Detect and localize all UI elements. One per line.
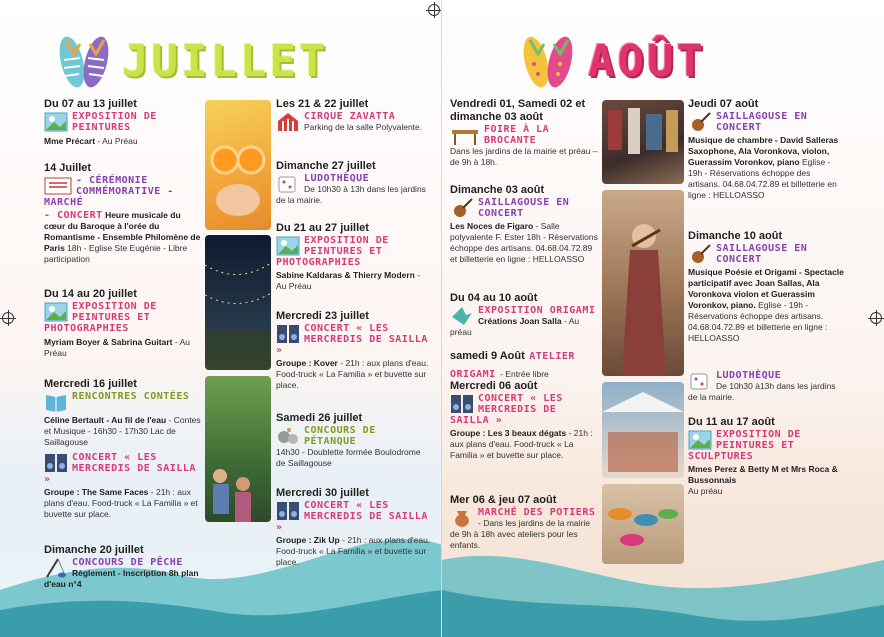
event-artist: Sabine Kaldaras & Thierry Modern bbox=[276, 270, 415, 281]
event-title: SAILLAGOUSE EN CONCERT bbox=[478, 197, 570, 220]
event-artist: Créations Joan Salla bbox=[478, 316, 562, 327]
fishing-icon bbox=[44, 557, 68, 579]
violin-icon bbox=[450, 197, 474, 219]
event-concert-chambre bbox=[688, 98, 844, 201]
event-info: - 21h : aux plans d'eau. Food-truck « La Familia » et buvette sur place. bbox=[44, 487, 198, 520]
dice-icon bbox=[688, 370, 712, 392]
event-concours-peche bbox=[44, 544, 204, 590]
event-artist: Musique Poésie et Origami - Spectacle participatif avec Joan Sallas, Ala Voronkova violon et Guerassim Voronkov, piano. bbox=[688, 267, 844, 311]
speaker-icon bbox=[450, 393, 474, 415]
event-rencontres-contees bbox=[44, 378, 204, 448]
event-info: - 21h : aux plans d'eau. Food-truck « La Familia » et buvette sur place. bbox=[450, 428, 593, 461]
event-atelier-origami bbox=[450, 346, 600, 382]
event-date: Jeudi 07 août bbox=[688, 98, 759, 110]
event-expo-sculptures bbox=[688, 416, 844, 497]
event-title: - CÉRÉMONIE COMMÉMORATIVE - MARCHÉ bbox=[44, 175, 174, 209]
event-title-concert: - CONCERT bbox=[44, 210, 103, 222]
event-info: 18h - Eglise Ste Eugénie - Libre participation bbox=[44, 243, 188, 265]
event-concert-kover bbox=[276, 310, 431, 391]
event-title: FOIRE À LA BROCANTE bbox=[484, 124, 550, 147]
event-date: Samedi 26 juillet bbox=[276, 412, 363, 424]
event-info: Eglise - 19h - Réservations échoppe des artisans. 04.68.04.72.89 et billetterie en ligne : HELLOASSO bbox=[688, 157, 837, 201]
event-expo-origami bbox=[450, 292, 600, 338]
event-concert-3-beaux-degats bbox=[450, 380, 600, 461]
month-title-aout: AOÛT bbox=[588, 36, 706, 87]
event-artist: Mme Précart bbox=[44, 136, 96, 147]
event-title: ATELIER ORIGAMI bbox=[450, 351, 575, 380]
painting-icon bbox=[44, 301, 68, 323]
event-artist: Groupe : Kover bbox=[276, 358, 338, 369]
event-title: CIRQUE ZAVATTA bbox=[304, 111, 396, 123]
event-noces-figaro bbox=[450, 184, 600, 265]
event-info: - Au Préau bbox=[97, 136, 138, 147]
event-artist: Musique de chambre - David Salleras Saxophone, Ala Voronkova, violon, Guerassim Voronkov, piano bbox=[688, 135, 839, 168]
page-aout bbox=[442, 0, 884, 637]
event-artist: Les Noces de Figaro bbox=[450, 221, 534, 232]
event-title: CONCERT « LES MERCREDIS DE SAILLA » bbox=[44, 452, 196, 485]
event-artist: Groupe : Zik Up bbox=[276, 535, 340, 546]
violin-icon bbox=[688, 111, 712, 133]
photo-night-lights bbox=[205, 235, 271, 370]
event-info: Au préau bbox=[688, 486, 723, 497]
event-info: De 10h30 à13h dans les jardins de la mairie. bbox=[688, 381, 836, 403]
event-info: Dans les jardins de la mairie et préau – de 9h à 18h. bbox=[450, 146, 598, 168]
origami-icon bbox=[450, 305, 474, 327]
event-concert-poesie-origami bbox=[688, 230, 844, 345]
event-date: Vendredi 01, Samedi 02 et dimanche 03 août bbox=[450, 98, 586, 124]
event-artist: Myriam Boyer & Sabrina Guitart bbox=[44, 337, 173, 348]
event-title: LUDOTHÈQUE bbox=[716, 370, 782, 381]
event-artist: Heure musicale du cœur du Baroque à l'orée du Romantisme - Ensemble Philomène de Paris bbox=[44, 210, 201, 254]
event-expo-precart bbox=[44, 98, 204, 147]
event-date: 14 Juillet bbox=[44, 162, 92, 174]
event-date: Dimanche 20 juillet bbox=[44, 544, 144, 556]
event-title: EXPOSITION DE PEINTURES ET PHOTOGRAPHIES bbox=[276, 235, 389, 269]
event-info: - Au Préau bbox=[276, 270, 421, 292]
event-date: Du 21 au 27 juillet bbox=[276, 222, 369, 234]
circus-icon bbox=[276, 111, 300, 133]
event-date: Mercredi 23 juillet bbox=[276, 310, 369, 322]
registration-mark bbox=[870, 312, 882, 324]
event-info: - Au Préau bbox=[44, 337, 190, 359]
event-brocante bbox=[450, 98, 600, 168]
violin-icon bbox=[688, 243, 712, 265]
event-info-bold: Règlement - Inscription 8h plan d'eau n°4 bbox=[44, 568, 199, 590]
photo-pottery-bowls bbox=[602, 484, 684, 564]
event-title: CONCOURS DE PÉTANQUE bbox=[304, 425, 376, 448]
event-date: Du 11 au 17 août bbox=[688, 416, 775, 428]
event-artist: Groupe : Les 3 beaux dégats bbox=[450, 428, 567, 439]
event-info: 14h30 - Doublette formée Boulodrome de Saillagouse bbox=[276, 447, 421, 469]
event-info: - 21h : aux plans d'eau. Food-truck « La Familia » et buvette sur place. bbox=[276, 535, 431, 568]
event-title: EXPOSITION DE PEINTURES ET PHOTOGRAPHIES bbox=[44, 301, 157, 335]
event-artist: Groupe : The Same Faces bbox=[44, 487, 149, 497]
event-date: Mercredi 30 juillet bbox=[276, 487, 369, 499]
photo-brocante-stall bbox=[602, 100, 684, 184]
event-info: - Salle polyvalente F. Ester 18h - Réservations échoppe des artisans. 04.68.04.72.89 et billetterie en ligne : HELLOASSO bbox=[450, 221, 598, 265]
event-concert-zik-up bbox=[276, 487, 431, 568]
flip-flops-icon bbox=[56, 30, 114, 92]
event-date: Dimanche 27 juillet bbox=[276, 160, 376, 172]
event-date: Mer 06 & jeu 07 août bbox=[450, 494, 557, 506]
photo-violinist bbox=[602, 190, 684, 376]
event-info: Eglise - 19h - Réservations échoppe des artisans. 04.68.04.72.89 et billetterie en ligne : HELLOASSO bbox=[688, 300, 828, 344]
event-date: Les 21 & 22 juillet bbox=[276, 98, 369, 110]
event-info: Parking de la salle Polyvalente. bbox=[304, 122, 423, 133]
event-expo-kaldaras bbox=[276, 222, 431, 292]
month-title-juillet: JUILLET bbox=[122, 36, 329, 87]
event-title: CONCERT « LES MERCREDIS DE SAILLA » bbox=[450, 393, 563, 427]
event-info: De 10h30 à 13h dans les jardins de la mairie. bbox=[276, 184, 426, 206]
event-cirque-zavatta bbox=[276, 98, 431, 133]
speaker-icon bbox=[44, 452, 68, 474]
event-date: Du 07 au 13 juillet bbox=[44, 98, 137, 110]
logo-icon bbox=[44, 175, 72, 197]
event-title: SAILLAGOUSE EN CONCERT bbox=[716, 111, 808, 134]
event-title: EXPOSITION DE PEINTURES ET SCULPTURES bbox=[688, 429, 801, 463]
event-petanque bbox=[276, 412, 431, 469]
event-title: CONCERT « LES MERCREDIS DE SAILLA » bbox=[276, 500, 428, 534]
event-info: - Contes et Musique - 16h30 - 17h30 Lac de Saillagouse bbox=[44, 415, 201, 448]
event-artist: Mmes Perez & Betty M et Mrs Roca & Bussonnais bbox=[688, 464, 838, 486]
event-date: Dimanche 10 août bbox=[688, 230, 783, 242]
event-title: RENCONTRES CONTÉES bbox=[72, 391, 190, 403]
painting-icon bbox=[44, 111, 68, 133]
event-marche-potiers bbox=[450, 494, 600, 551]
event-14-juillet bbox=[44, 162, 204, 265]
event-title: CONCERT « LES MERCREDIS DE SAILLA » bbox=[276, 323, 428, 357]
event-ludotheque-juillet bbox=[276, 160, 431, 206]
event-title: EXPOSITION DE PEINTURES bbox=[72, 111, 157, 134]
event-date: Mercredi 16 juillet bbox=[44, 378, 137, 390]
photo-outdoor-concert bbox=[205, 376, 271, 522]
event-title: SAILLAGOUSE EN CONCERT bbox=[716, 243, 808, 266]
event-info: - Au préau bbox=[450, 316, 580, 338]
event-date: Mercredi 06 août bbox=[450, 380, 538, 392]
painting-icon bbox=[688, 429, 712, 451]
event-date: samedi 9 Août bbox=[450, 350, 525, 362]
event-date: Dimanche 03 août bbox=[450, 184, 545, 196]
event-expo-boyer bbox=[44, 288, 204, 359]
event-concert-same-faces bbox=[44, 452, 204, 520]
event-title: CONCOURS DE PÊCHE bbox=[72, 557, 183, 569]
event-title: MARCHÉ DES POTIERS bbox=[478, 507, 596, 519]
event-info: - 21h : aux plans d'eau. Food-truck « La Familia » et buvette sur place. bbox=[276, 358, 429, 391]
event-artist: Céline Bertault - Au fil de l'eau bbox=[44, 415, 167, 426]
book-icon bbox=[44, 391, 68, 413]
dice-icon bbox=[276, 173, 300, 195]
flip-flops-icon bbox=[520, 30, 578, 92]
registration-mark bbox=[2, 312, 14, 324]
event-info: - Entrée libre bbox=[500, 369, 549, 379]
event-info: - Dans les jardins de la mairie de 9h à 18h avec ateliers pour les enfants. bbox=[450, 518, 590, 551]
petanque-icon bbox=[276, 425, 300, 447]
event-title: EXPOSITION ORIGAMI bbox=[478, 305, 596, 317]
table-icon bbox=[450, 124, 480, 146]
photo-market-tents bbox=[602, 382, 684, 478]
event-title: LUDOTHÈQUE bbox=[304, 173, 370, 185]
speaker-icon bbox=[276, 323, 300, 345]
pottery-icon bbox=[450, 507, 474, 529]
event-ludotheque-aout bbox=[688, 370, 844, 403]
event-date: Du 04 au 10 août bbox=[450, 292, 538, 304]
speaker-icon bbox=[276, 500, 300, 522]
photo-child-oranges bbox=[205, 100, 271, 230]
painting-icon bbox=[276, 235, 300, 257]
event-date: Du 14 au 20 juillet bbox=[44, 288, 137, 300]
registration-mark bbox=[428, 4, 440, 16]
